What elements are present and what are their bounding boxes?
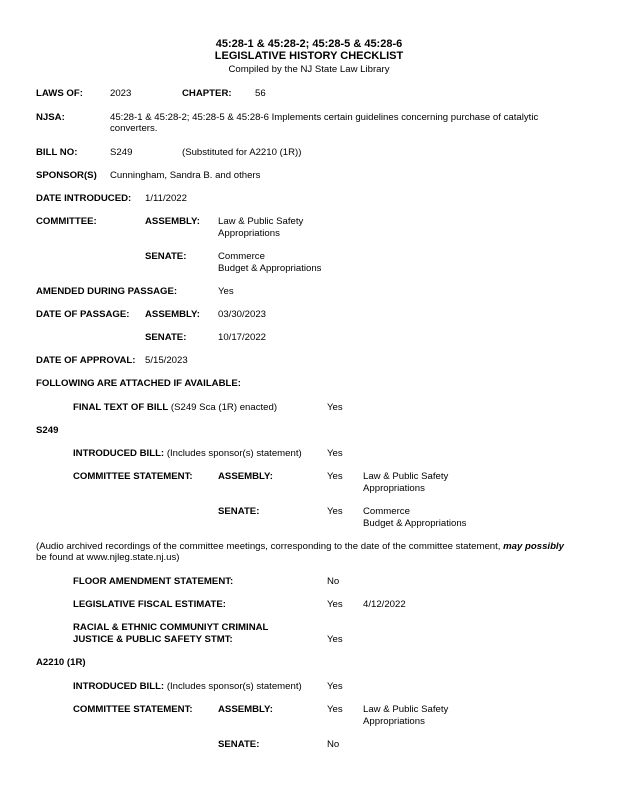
- a2210-senate-value: No: [327, 739, 340, 750]
- audio-note-emphasis: may possibly: [503, 541, 564, 552]
- s249-senate-value: Yes: [327, 506, 343, 517]
- committee-senate-line1: Commerce: [218, 251, 265, 262]
- date-introduced-value: 1/11/2022: [145, 193, 187, 204]
- checklist-title: LEGISLATIVE HISTORY CHECKLIST: [214, 50, 404, 62]
- audio-note-text: (Audio archived recordings of the committee meetings, corresponding to the date of the committee statement,: [36, 541, 504, 552]
- amended-label: AMENDED DURING PASSAGE:: [36, 286, 178, 297]
- s249-introduced-label: INTRODUCED BILL:: [73, 448, 165, 459]
- floor-amendment-label: FLOOR AMENDMENT STATEMENT:: [73, 576, 234, 587]
- bill-no-value: S249: [110, 147, 133, 158]
- sponsors-value: Cunningham, Sandra B. and others: [110, 170, 261, 181]
- a2210-heading: A2210 (1R): [36, 657, 86, 668]
- sponsors-label: SPONSOR(S): [36, 170, 97, 181]
- chapter-label: CHAPTER:: [182, 88, 232, 99]
- floor-amendment-value: No: [327, 576, 340, 587]
- a2210-assembly-committee-line2: Appropriations: [363, 716, 425, 727]
- attached-heading: FOLLOWING ARE ATTACHED IF AVAILABLE:: [36, 378, 241, 389]
- a2210-assembly-committee-line1: Law & Public Safety: [363, 704, 449, 715]
- racial-statement-label-line1: RACIAL & ETHNIC COMMUNIYT CRIMINAL: [73, 622, 269, 633]
- bill-no-label: BILL NO:: [36, 147, 78, 158]
- a2210-committee-statement-label: COMMITTEE STATEMENT:: [73, 704, 193, 715]
- committee-senate-label: SENATE:: [145, 251, 187, 262]
- s249-introduced-note: (Includes sponsor(s) statement): [166, 448, 302, 459]
- a2210-assembly-value: Yes: [327, 704, 343, 715]
- committee-assembly-label: ASSEMBLY:: [145, 216, 200, 227]
- s249-assembly-committee-line1: Law & Public Safety: [363, 471, 449, 482]
- a2210-introduced-row: [73, 681, 302, 693]
- passage-assembly-date: 03/30/2023: [218, 309, 267, 320]
- s249-heading: S249: [36, 425, 59, 436]
- fiscal-estimate-label: LEGISLATIVE FISCAL ESTIMATE:: [73, 599, 226, 610]
- s249-assembly-committee-line2: Appropriations: [363, 483, 425, 494]
- passage-senate-date: 10/17/2022: [218, 332, 267, 343]
- njsa-label: NJSA:: [36, 112, 65, 123]
- njsa-description-line2: converters.: [110, 123, 158, 134]
- a2210-introduced-value: Yes: [327, 681, 343, 692]
- fiscal-estimate-value: Yes: [327, 599, 343, 610]
- racial-statement-value: Yes: [327, 634, 343, 645]
- s249-introduced-value: Yes: [327, 448, 343, 459]
- audio-note-line1: [36, 541, 564, 553]
- committee-senate-line2: Budget & Appropriations: [218, 263, 322, 274]
- s249-senate-committee-line2: Budget & Appropriations: [363, 518, 467, 529]
- a2210-introduced-note: (Includes sponsor(s) statement): [166, 681, 302, 692]
- amended-value: Yes: [218, 286, 234, 297]
- committee-assembly-line1: Law & Public Safety: [218, 216, 304, 227]
- s249-committee-statement-label: COMMITTEE STATEMENT:: [73, 471, 193, 482]
- passage-senate-label: SENATE:: [145, 332, 187, 343]
- passage-assembly-label: ASSEMBLY:: [145, 309, 200, 320]
- date-introduced-label: DATE INTRODUCED:: [36, 193, 132, 204]
- date-of-passage-label: DATE OF PASSAGE:: [36, 309, 130, 320]
- committee-assembly-line2: Appropriations: [218, 228, 280, 239]
- final-text-row: [73, 402, 277, 414]
- s249-senate-label: SENATE:: [218, 506, 260, 517]
- chapter-value: 56: [255, 88, 266, 99]
- checklist-statute-title: 45:28-1 & 45:28-2; 45:28-5 & 45:28-6: [215, 38, 403, 50]
- a2210-senate-label: SENATE:: [218, 739, 260, 750]
- s249-introduced-row: [73, 448, 302, 460]
- final-text-value: Yes: [327, 402, 343, 413]
- fiscal-estimate-date: 4/12/2022: [363, 599, 406, 610]
- laws-of-label: LAWS OF:: [36, 88, 83, 99]
- laws-of-value: 2023: [110, 88, 132, 99]
- final-text-note: (S249 Sca (1R) enacted): [170, 402, 278, 413]
- a2210-introduced-label: INTRODUCED BILL:: [73, 681, 165, 692]
- committee-label: COMMITTEE:: [36, 216, 97, 227]
- bill-substitution-note: (Substituted for A2210 (1R)): [182, 147, 302, 158]
- njsa-description-line1: 45:28-1 & 45:28-2; 45:28-5 & 45:28-6 Implements certain guidelines concerning purchase of catalytic: [110, 112, 539, 123]
- audio-note-line2: be found at www.njleg.state.nj.us): [36, 552, 180, 563]
- date-of-approval-value: 5/15/2023: [145, 355, 188, 366]
- s249-assembly-label: ASSEMBLY:: [218, 471, 273, 482]
- a2210-assembly-label: ASSEMBLY:: [218, 704, 273, 715]
- s249-senate-committee-line1: Commerce: [363, 506, 410, 517]
- compiled-by-line: Compiled by the NJ State Law Library: [228, 64, 390, 75]
- s249-assembly-value: Yes: [327, 471, 343, 482]
- racial-statement-label-line2: JUSTICE & PUBLIC SAFETY STMT:: [73, 634, 233, 645]
- final-text-label: FINAL TEXT OF BILL: [73, 402, 169, 413]
- date-of-approval-label: DATE OF APPROVAL:: [36, 355, 136, 366]
